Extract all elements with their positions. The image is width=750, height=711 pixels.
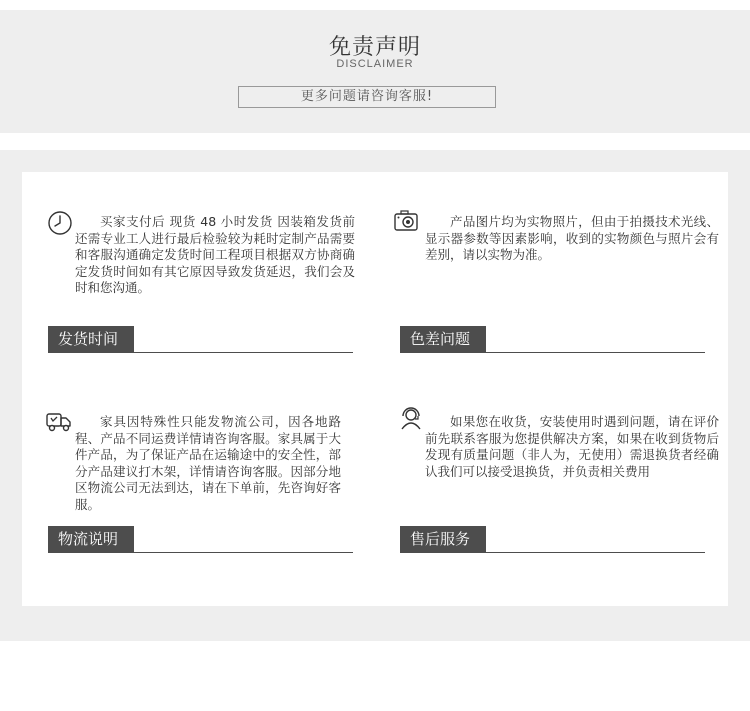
shipping-text: 买家支付后 现货 48 小时发货 因装箱发货前还需专业工人进行最后检验较为耗时定制产品需要和客服沟通确定发货时间工程项目根据双方协商确定发货时间如有其它原因导致发货延迟，我们会及时和您沟通。 [75, 214, 355, 295]
shipping-label: 发货时间 [48, 326, 134, 353]
logistics-divider [48, 552, 353, 553]
logistics-label: 物流说明 [48, 526, 134, 553]
aftersales-divider [400, 552, 705, 553]
logistics-text: 家具因特殊性只能发物流公司，因各地路程、产品不同运费详情请咨询客服。家具属于大件产品，为了保证产品在运输途中的安全性，部分产品建议打木架，详情请咨询客服。因部分地区物流公司无法到达，请在下单前，先咨询好客服。 [75, 414, 341, 512]
color-label: 色差问题 [400, 326, 486, 353]
contact-service-banner: 更多问题请咨询客服! [238, 86, 496, 108]
aftersales-text: 如果您在收货，安装使用时遇到问题，请在评价前先联系客服为您提供解决方案，如果在收到货物后发现有质量问题（非人为，无使用）需退换货者经确认我们可以接受退换货，并负责相关费用 [425, 414, 719, 479]
clock-icon [47, 210, 73, 236]
color-text: 产品图片均为实物照片，但由于拍摄技术光线、显示器参数等因素影响，收到的实物颜色与照片会有差别，请以实物为准。 [425, 214, 719, 262]
camera-icon [393, 208, 419, 234]
color-divider [400, 352, 705, 353]
customer-service-icon [398, 405, 424, 431]
truck-icon [45, 409, 73, 435]
page-title: 免责声明 [328, 35, 421, 60]
aftersales-label: 售后服务 [400, 526, 486, 553]
page-subtitle: DISCLAIMER [336, 58, 414, 70]
shipping-divider [48, 352, 353, 353]
disclaimer-header [0, 10, 750, 133]
